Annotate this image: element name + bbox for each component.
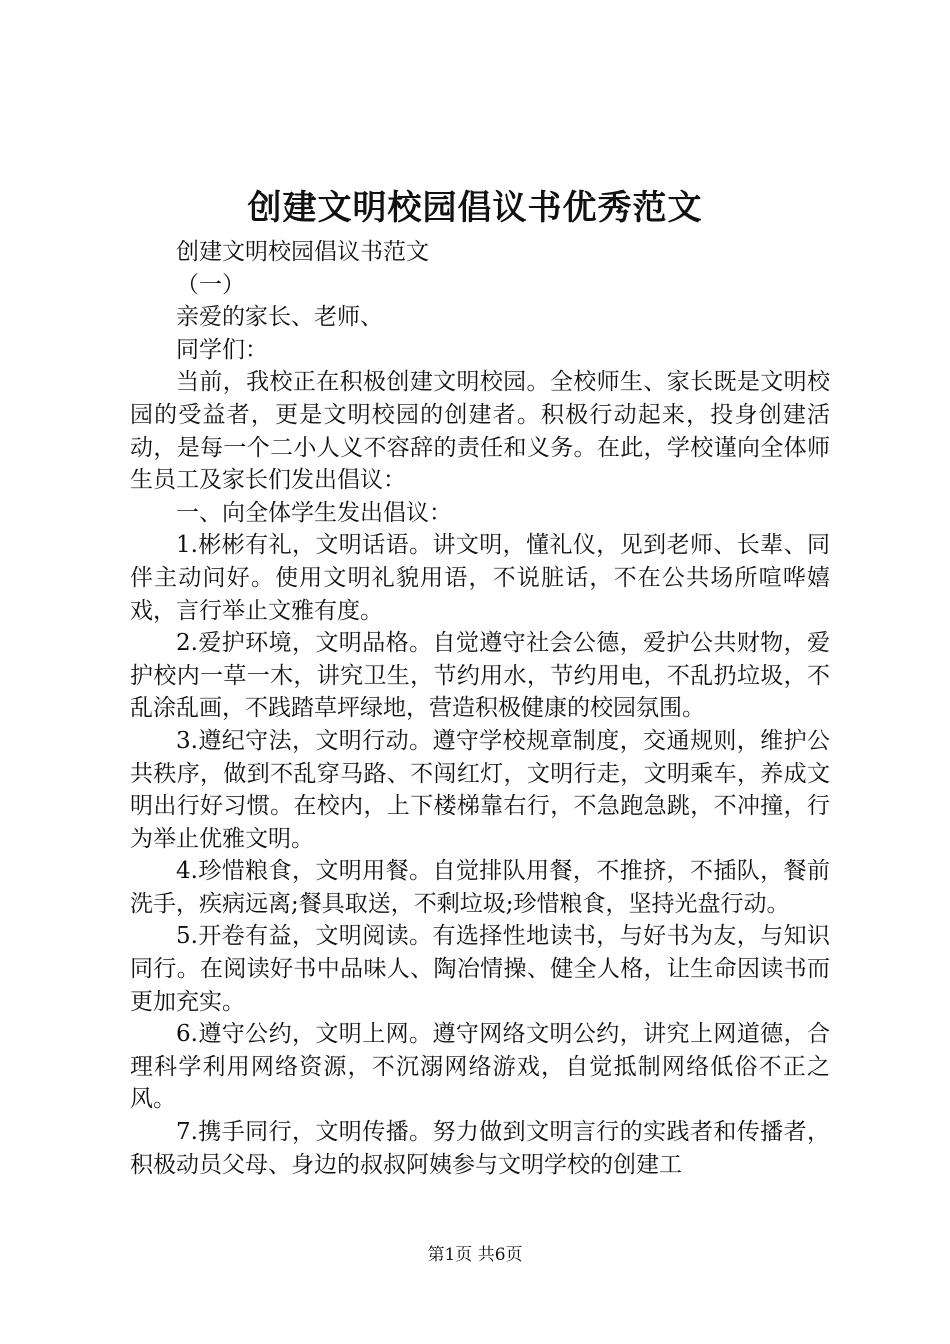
page-footer: 第1页 共6页 [427,1245,523,1265]
document-body [130,236,830,1181]
subtitle-paragraph: 创建文明校园倡议书范文 [176,239,429,265]
document-title: 创建文明校园倡议书优秀范文 [247,188,703,228]
intro-paragraph: 当前，我校正在积极创建文明校园。全校师生、家长既是文明校园的受益者，更是文明校园的创建者。积极行动起来，投身创建活动，是每一个二小人义不容辞的责任和义务。在此，学校谨向全体师生员工及家长们发出倡议： [130,369,830,494]
proposal-item-5: 5.开卷有益，文明阅读。有选择性地读书，与好书为友，与知识同行。在阅读好书中品味人、陶冶情操、健全人格，让生命因读书而更加充实。 [130,923,830,1015]
proposal-item-1: 1.彬彬有礼，文明话语。讲文明，懂礼仪，见到老师、长辈、同伴主动问好。使用文明礼貌用语，不说脏话，不在公共场所喧哗嬉戏，言行举止文雅有度。 [130,532,830,624]
proposal-item-4: 4.珍惜粮食，文明用餐。自觉排队用餐，不推挤，不插队，餐前洗手，疾病远离;餐具取送，不剩垃圾;珍惜粮食，坚持光盘行动。 [130,858,830,917]
proposal-item-2: 2.爱护环境，文明品格。自觉遵守社会公德，爱护公共财物，爱护校内一草一木，讲究卫生，节约用水，节约用电，不乱扔垃圾，不乱涂乱画，不践踏草坪绿地，营造积极健康的校园氛围。 [130,630,830,722]
salutation-line-2: 同学们： [176,336,268,363]
proposal-item-3: 3.遵纪守法，文明行动。遵守学校规章制度，交通规则，维护公共秩序，做到不乱穿马路、不闯红灯，文明行走，文明乘车，养成文明出行好习惯。在校内，上下楼梯靠右行，不急跑急跳，不冲撞，行为举止优雅文明。 [130,727,830,852]
section-heading-students: 一、向全体学生发出倡议： [176,499,452,526]
section-number-paragraph: （一） [176,271,245,298]
proposal-item-6: 6.遵守公约，文明上网。遵守网络文明公约，讲究上网道德，合理科学利用网络资源，不沉溺网络游戏，自觉抵制网络低俗不正之风。 [130,1021,830,1113]
salutation-line-1: 亲爱的家长、老师、 [176,304,383,331]
proposal-item-7: 7.携手同行，文明传播。努力做到文明言行的实践者和传播者，积极动员父母、身边的叔叔阿姨参与文明学校的创建工 [130,1119,830,1178]
